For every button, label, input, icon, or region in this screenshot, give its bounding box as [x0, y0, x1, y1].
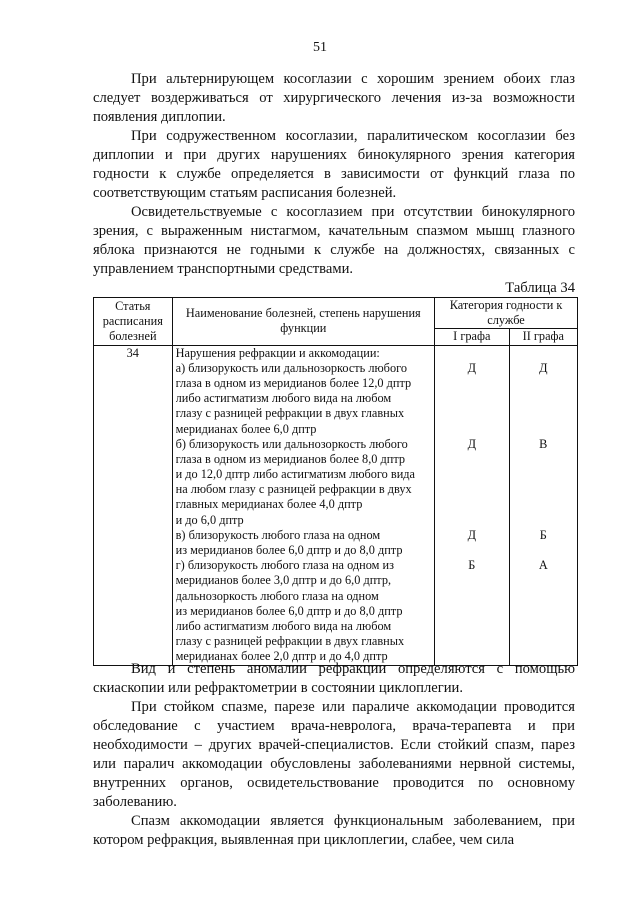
description-line: из меридианов более 6,0 дптр и до 8,0 дптр	[175, 543, 403, 558]
category-col-2-cell	[509, 345, 577, 665]
category-value: Д	[467, 436, 476, 451]
description-line: глазу с разницей рефракции в двух главных	[175, 406, 405, 421]
description-line: глазу с разницей рефракции в двух главных	[175, 634, 405, 649]
table-row	[94, 345, 578, 665]
text-block-top	[93, 70, 575, 279]
description-line: дальнозоркость любого глаза на одном	[175, 588, 379, 603]
paragraph: При альтернирующем косоглазии с хорошим зрением обоих глаз следует воздерживаться от хирургического лечения из-за возможности появления диплопии.	[93, 71, 575, 125]
description-line: меридианах более 2,0 дптр и до 4,0 дптр	[175, 649, 388, 664]
description-line: меридианах более 6,0 дптр	[175, 421, 317, 436]
category-value: Д	[467, 527, 476, 542]
table-caption: Таблица 34	[505, 280, 575, 296]
description-line: б) близорукость или дальнозоркость любого	[175, 436, 408, 451]
header-col-2: II графа	[509, 329, 577, 345]
description-line: либо астигматизм любого вида на любом	[175, 618, 392, 633]
description-line: а) близорукость или дальнозоркость любого	[175, 360, 407, 375]
paragraph: При содружественном косоглазии, паралитическом косоглазии без диплопии и при других нарушениях бинокулярного зрения категория годности к службе определяется в зависимости от функций глаза по соответствующим статьям расписания болезней.	[93, 128, 575, 201]
description-line: г) близорукость любого глаза на одном из	[175, 558, 394, 573]
paragraph: При стойком спазме, парезе или параличе аккомодации проводится обследование с участием врача-невролога, врача-терапевта и при необходимости – других врачей-специалистов. Если стойкий спазм, парез или паралич аккомодации обусловлены заболеваниями нервной системы, внутренних органов, освидетельствование проводится по основному заболеванию.	[93, 699, 575, 810]
description-line: и до 12,0 дптр либо астигматизм любого вида	[175, 467, 415, 482]
description-line: Нарушения рефракции и аккомодации:	[175, 345, 380, 360]
description-line: меридианов более 3,0 дптр и до 6,0 дптр,	[175, 573, 392, 588]
description-line: главных меридианах более 4,0 дптр	[175, 497, 363, 512]
category-value: В	[539, 436, 548, 451]
description-line: глаза в одном из меридианов более 8,0 дптр	[175, 451, 406, 466]
category-value: Б	[539, 527, 547, 542]
description-line: в) близорукость любого глаза на одном	[175, 527, 381, 542]
header-name: Наименование болезней, степень нарушения функции	[172, 298, 434, 346]
description-line: либо астигматизм любого вида на любом	[175, 391, 392, 406]
header-category: Категория годности к службе	[435, 298, 578, 329]
category-value: Б	[468, 558, 476, 573]
text-block-bottom	[93, 660, 575, 850]
paragraph: Вид и степень аномалии рефракции определяются с помощью скиаскопии или рефрактометрии в состоянии циклоплегии.	[93, 661, 575, 696]
category-col-1-cell	[435, 345, 510, 665]
paragraph: Спазм аккомодации является функциональным заболеванием, при котором рефракция, выявленная при циклоплегии, слабее, чем сила	[93, 813, 575, 848]
header-article: Статья расписания болезней	[94, 298, 173, 346]
paragraph: Освидетельствуемые с косоглазием при отсутствии бинокулярного зрения, с выраженным нистагмом, качательным спазмом мышц глазного яблока признаются не годными к службе на должностях, связанных с управлением транспортными средствами.	[93, 204, 575, 277]
description-line: глаза в одном из меридианов более 12,0 дптр	[175, 375, 412, 390]
description-cell	[172, 345, 434, 665]
description-line: и до 6,0 дптр	[175, 512, 244, 527]
category-value: А	[538, 558, 548, 573]
header-col-1: I графа	[435, 329, 510, 345]
category-value: Д	[467, 360, 476, 375]
article-number: 34	[94, 345, 173, 665]
table-34	[93, 297, 578, 666]
category-value: Д	[539, 360, 548, 375]
page-number: 51	[313, 40, 327, 55]
description-line: на любом глазу с разницей рефракции в двух	[175, 482, 412, 497]
description-line: из меридианов более 6,0 дптр и до 8,0 дптр	[175, 603, 403, 618]
